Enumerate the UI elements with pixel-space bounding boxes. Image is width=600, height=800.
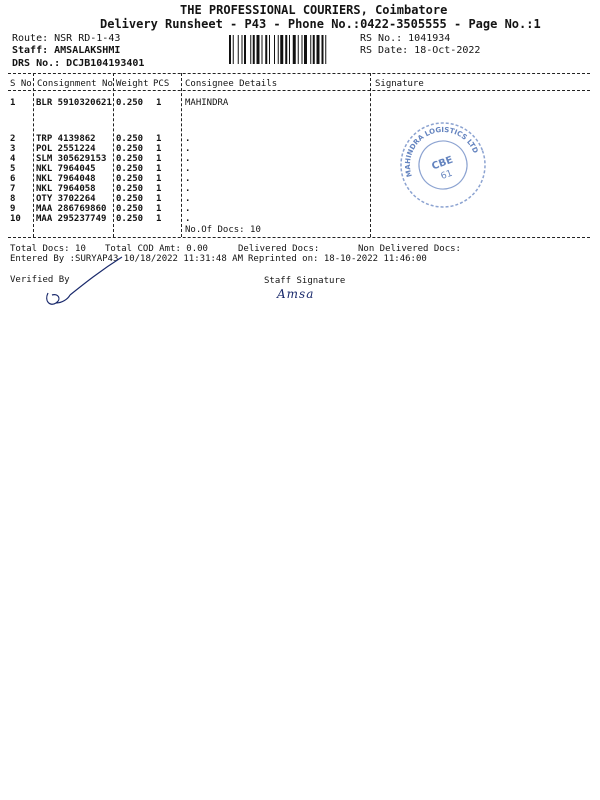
table-top-rule bbox=[8, 73, 590, 74]
row-sno: 5 bbox=[10, 164, 16, 174]
header-weight: Weight bbox=[116, 79, 149, 89]
stamp-number: 61 bbox=[439, 168, 454, 182]
barcode bbox=[229, 35, 353, 64]
route-label: Route: NSR RD-1-43 bbox=[12, 33, 121, 44]
row-sno: 1 bbox=[10, 98, 16, 108]
row-pcs: 1 bbox=[156, 174, 162, 184]
row-pcs: 1 bbox=[156, 134, 162, 144]
header-sno: S No bbox=[10, 79, 32, 89]
row-sno: 10 bbox=[10, 214, 21, 224]
entered-by: Entered By :SURYAP43 10/18/2022 11:31:48 AM bbox=[10, 254, 243, 264]
row-consignee: . bbox=[185, 174, 191, 184]
total-docs: Total Docs: 10 bbox=[10, 244, 86, 254]
header-consignee: Consignee Details bbox=[185, 79, 278, 89]
row-pcs: 1 bbox=[156, 164, 162, 174]
row-consignee: . bbox=[185, 204, 191, 214]
verified-by-signature bbox=[30, 255, 140, 315]
staff-label: Staff: AMSALAKSHMI bbox=[12, 45, 121, 56]
row-pcs: 1 bbox=[156, 144, 162, 154]
row-consignee: . bbox=[185, 184, 191, 194]
row-weight: 0.250 bbox=[116, 154, 144, 164]
row-sno: 9 bbox=[10, 204, 16, 214]
row-sno: 7 bbox=[10, 184, 16, 194]
row-sno: 8 bbox=[10, 194, 16, 204]
row-sno: 4 bbox=[10, 154, 16, 164]
row-sno: 3 bbox=[10, 144, 16, 154]
row-sno: 6 bbox=[10, 174, 16, 184]
row-pcs: 1 bbox=[156, 184, 162, 194]
reprinted-on: Reprinted on: 18-10-2022 11:46:00 bbox=[248, 254, 427, 264]
row-consignment: POL 2551224 bbox=[36, 144, 96, 154]
row-consignee: . bbox=[185, 164, 191, 174]
row-consignment: TRP 4139862 bbox=[36, 134, 96, 144]
staff-signature-label: Staff Signature bbox=[264, 276, 346, 286]
row-weight: 0.250 bbox=[116, 184, 144, 194]
row-consignment: OTY 3702264 bbox=[36, 194, 96, 204]
col-divider-3 bbox=[181, 73, 182, 237]
col-divider-1 bbox=[33, 73, 34, 237]
row-consignee: . bbox=[185, 144, 191, 154]
rs-date: RS Date: 18-Oct-2022 bbox=[360, 45, 481, 56]
row-weight: 0.250 bbox=[116, 194, 144, 204]
staff-signature-handwriting: Amsa bbox=[277, 287, 315, 301]
document-title: THE PROFESSIONAL COURIERS, Coimbatore bbox=[180, 3, 448, 17]
total-cod-amount: Total COD Amt: 0.00 bbox=[105, 244, 208, 254]
row-pcs: 1 bbox=[156, 194, 162, 204]
row-weight: 0.250 bbox=[116, 164, 144, 174]
row-weight: 0.250 bbox=[116, 134, 144, 144]
row-consignee: . bbox=[185, 134, 191, 144]
row-pcs: 1 bbox=[156, 98, 162, 108]
row-consignment: NKL 7964058 bbox=[36, 184, 96, 194]
row-consignee: MAHINDRA bbox=[185, 98, 229, 108]
row-weight: 0.250 bbox=[116, 214, 144, 224]
document-subtitle: Delivery Runsheet - P43 - Phone No.:0422-3505555 - Page No.:1 bbox=[100, 17, 541, 31]
col-divider-4 bbox=[370, 73, 371, 237]
company-stamp bbox=[398, 120, 488, 210]
row-pcs: 1 bbox=[156, 214, 162, 224]
row-weight: 0.250 bbox=[116, 204, 144, 214]
row-weight: 0.250 bbox=[116, 144, 144, 154]
stamp-ring-text: MAHINDRA LOGISTICS LTD bbox=[403, 125, 480, 178]
row-weight: 0.250 bbox=[116, 98, 144, 108]
row-consignment: SLM 305629153 bbox=[36, 154, 107, 164]
table-bottom-rule bbox=[8, 237, 590, 238]
delivered-docs: Delivered Docs: bbox=[238, 244, 320, 254]
row-pcs: 1 bbox=[156, 154, 162, 164]
verified-by-label: Verified By bbox=[10, 275, 70, 285]
row-consignment: NKL 7964045 bbox=[36, 164, 96, 174]
row-consignee: . bbox=[185, 214, 191, 224]
row-sno: 2 bbox=[10, 134, 16, 144]
header-signature: Signature bbox=[375, 79, 424, 89]
no-of-docs: No.Of Docs: 10 bbox=[185, 225, 261, 235]
row-consignee: . bbox=[185, 154, 191, 164]
stamp-inner-text: CBE bbox=[430, 154, 455, 173]
drs-number: DRS No.: DCJB104193401 bbox=[12, 58, 145, 69]
row-consignment: BLR 5910320621 bbox=[36, 98, 112, 108]
non-delivered-docs: Non Delivered Docs: bbox=[358, 244, 461, 254]
row-weight: 0.250 bbox=[116, 174, 144, 184]
row-pcs: 1 bbox=[156, 204, 162, 214]
row-consignment: MAA 295237749 bbox=[36, 214, 107, 224]
row-consignee: . bbox=[185, 194, 191, 204]
header-pcs: PCS bbox=[153, 79, 170, 89]
header-consignment: Consignment No bbox=[37, 79, 113, 89]
col-divider-2 bbox=[113, 73, 114, 237]
table-header-rule bbox=[8, 90, 590, 91]
row-consignment: NKL 7964048 bbox=[36, 174, 96, 184]
row-consignment: MAA 286769860 bbox=[36, 204, 107, 214]
rs-number: RS No.: 1041934 bbox=[360, 33, 451, 44]
